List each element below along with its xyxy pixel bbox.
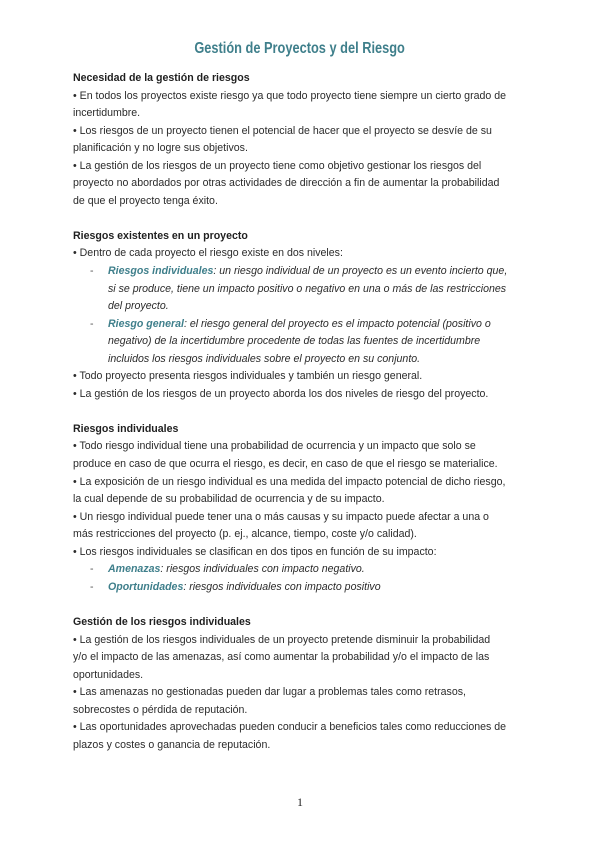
text-line: y/o el impacto de las amenazas, así como aumentar la probabilidad y/o el impacto de las xyxy=(73,651,490,664)
text-line: • La exposición de un riesgo individual es una medida del impacto potencial de dicho riesgo, xyxy=(73,475,506,488)
text-line: proyecto no abordados por otras actividades de dirección a fin de aumentar la probabilidad xyxy=(73,177,500,190)
text-line: • Todo proyecto presenta riesgos individuales y también un riesgo general. xyxy=(73,370,423,383)
section-heading: Riesgos individuales xyxy=(73,422,179,435)
text-line: • Los riesgos de un proyecto tienen el potencial de hacer que el proyecto se desvíe de su xyxy=(73,124,492,137)
term-label: Riesgos individuales xyxy=(108,265,214,278)
text-line: • La gestión de los riesgos individuales de un proyecto pretende disminuir la probabilidad xyxy=(73,633,491,646)
section-riesgos-existentes xyxy=(73,228,543,403)
text-line: • En todos los proyectos existe riesgo ya que todo proyecto tiene siempre un cierto grado de xyxy=(73,89,507,102)
section-heading: Gestión de los riesgos individuales xyxy=(73,615,251,628)
section-gestion-riesgos-individuales xyxy=(73,614,543,754)
term-label: Amenazas xyxy=(108,563,161,576)
document-title xyxy=(0,40,600,58)
term-definition: : un riesgo individual de un proyecto es un evento incierto que, xyxy=(213,265,508,278)
text-line: oportunidades. xyxy=(73,668,144,681)
term-label: Oportunidades xyxy=(108,580,184,593)
section-heading: Necesidad de la gestión de riesgos xyxy=(73,72,250,84)
text-line: de que el proyecto tenga éxito. xyxy=(73,194,218,207)
text-line: planificación y no logre sus objetivos. xyxy=(73,142,248,155)
text-line: • Los riesgos individuales se clasifican en dos tipos en función de su impacto: xyxy=(73,545,437,558)
sub-item-riesgo-general xyxy=(73,316,543,334)
section-necesidad xyxy=(73,70,543,210)
dash-bullet: - xyxy=(90,563,94,576)
term-definition: : riesgos individuales con impacto positivo xyxy=(183,580,381,593)
text-line: la cual depende de su probabilidad de ocurrencia y de su impacto. xyxy=(73,493,385,506)
text-line: • Las oportunidades aprovechadas pueden conducir a beneficios tales como reducciones de xyxy=(73,721,507,734)
dash-bullet: - xyxy=(90,580,94,593)
sub-item-oportunidades xyxy=(73,579,543,597)
text-line: • Todo riesgo individual tiene una probabilidad de ocurrencia y un impacto que solo se xyxy=(73,440,476,453)
text-line: sobrecostes o pérdida de reputación. xyxy=(73,703,248,716)
text-line: negativo) de la incertidumbre procedente de todas las fuentes de incertidumbre xyxy=(108,335,481,348)
text-line: • La gestión de los riesgos de un proyecto tiene como objetivo gestionar los riesgos del xyxy=(73,159,482,172)
section-heading: Riesgos existentes en un proyecto xyxy=(73,229,248,242)
text-line: • Las amenazas no gestionadas pueden dar lugar a problemas tales como retrasos, xyxy=(73,686,466,699)
text-line: si se produce, tiene un impacto positivo o negativo en una o más de las restricciones xyxy=(108,282,507,295)
text-line: plazos y costes o ganancia de reputación. xyxy=(73,738,271,751)
title-text: Gestión de Proyectos y del Riesgo xyxy=(194,40,406,57)
sub-item-amenazas xyxy=(73,561,543,579)
document-body xyxy=(73,70,543,754)
text-line: • Dentro de cada proyecto el riesgo existe en dos niveles: xyxy=(73,247,343,260)
dash-bullet: - xyxy=(90,317,94,330)
text-line: • Un riesgo individual puede tener una o más causas y su impacto puede afectar a una o xyxy=(73,510,489,523)
term-label: Riesgo general xyxy=(108,317,184,330)
text-line: produce en caso de que ocurra el riesgo, es decir, en caso de que el riesgo se materialice. xyxy=(73,458,498,471)
text-line: más restricciones del proyecto (p. ej., alcance, tiempo, coste y/o calidad). xyxy=(73,528,417,541)
text-line: del proyecto. xyxy=(108,300,169,313)
text-line: incluidos los riesgos individuales sobre el proyecto en su conjunto. xyxy=(108,352,421,365)
term-definition: : riesgos individuales con impacto negativo. xyxy=(160,563,365,576)
page-number: 1 xyxy=(297,795,303,809)
text-line: incertidumbre. xyxy=(73,107,141,120)
section-riesgos-individuales xyxy=(73,421,543,596)
text-line: • La gestión de los riesgos de un proyecto aborda los dos niveles de riesgo del proyecto. xyxy=(73,387,489,400)
term-definition: : el riesgo general del proyecto es el impacto potencial (positivo o xyxy=(183,317,491,330)
dash-bullet: - xyxy=(90,265,94,278)
sub-item-riesgos-individuales xyxy=(73,263,543,281)
